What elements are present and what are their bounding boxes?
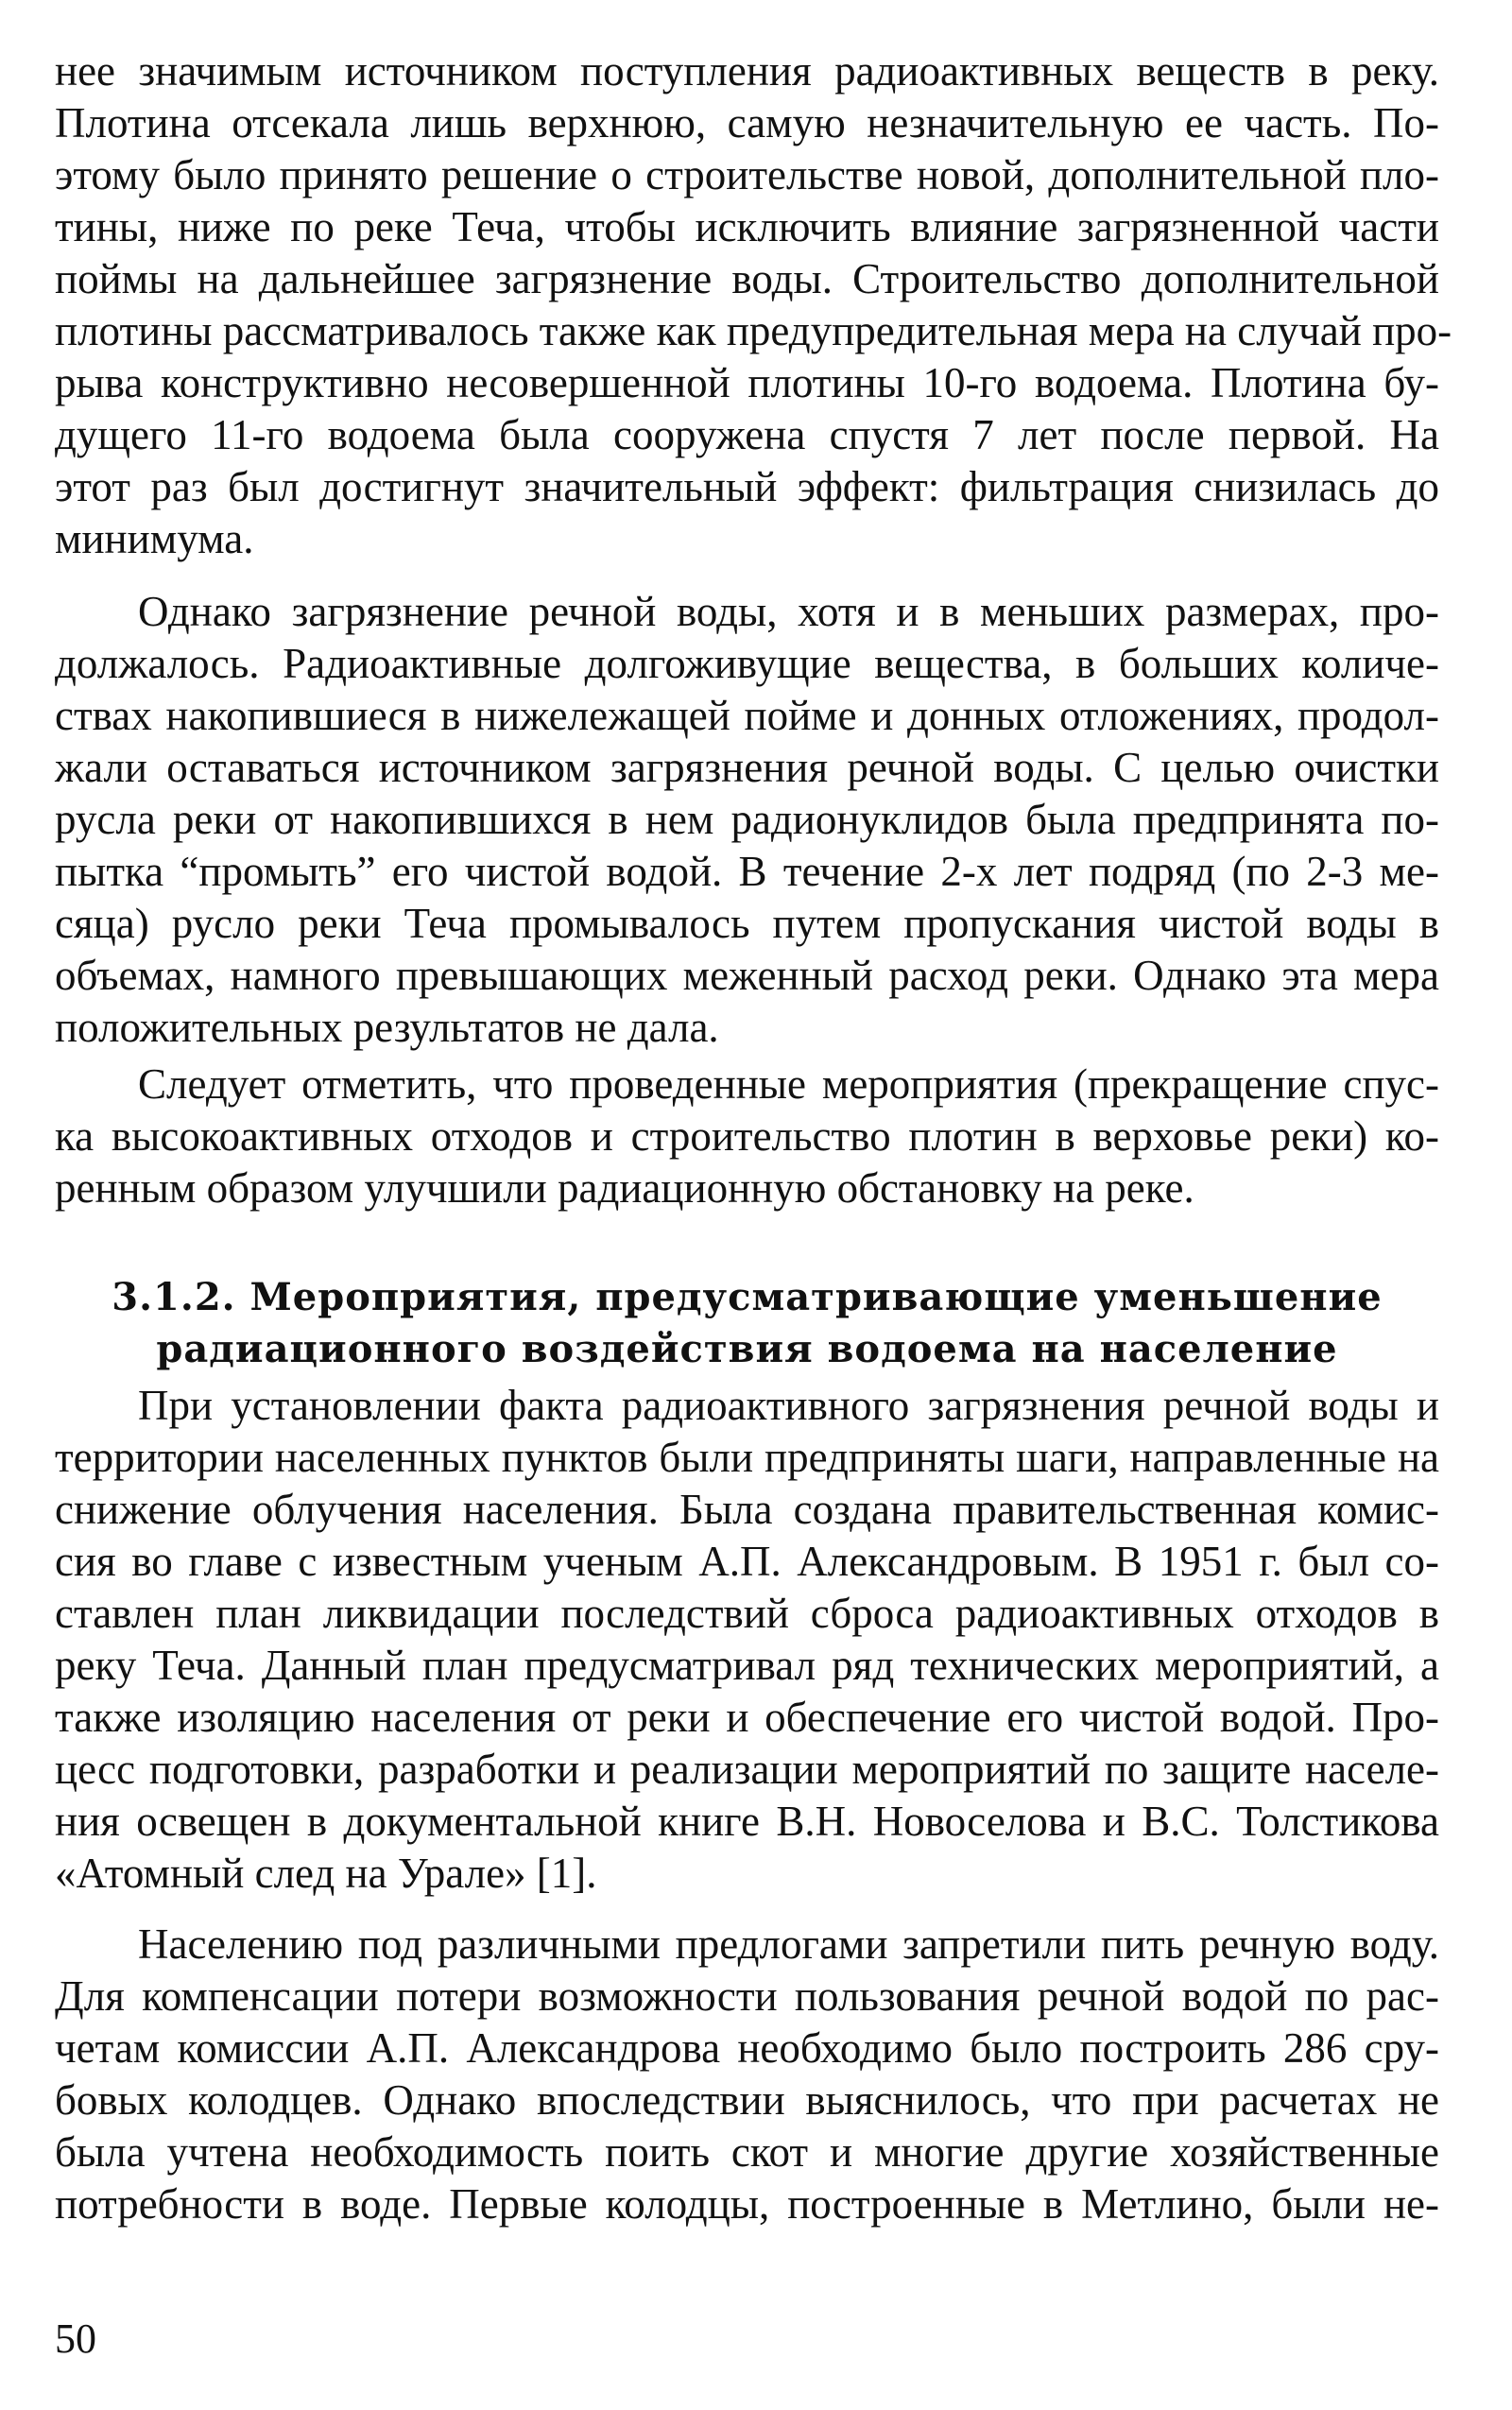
text-line: рыва конструктивно несовершенной плотины 10-го водоема. Плотина бу- xyxy=(55,359,1439,406)
paragraph-1 xyxy=(55,45,1452,565)
text-line: реку Теча. Данный план предусматривал ряд технических мероприятий, а xyxy=(55,1642,1439,1689)
text-line: нее значимым источником поступления радиоактивных веществ в реку. xyxy=(55,47,1439,95)
text-line: плотины рассматривалось также как предупредительная мера на случай про- xyxy=(55,307,1452,354)
section-heading-line-1: 3.1.2. Мероприятия, предусматривающие уменьшение xyxy=(112,1275,1383,1319)
text-line: ния освещен в документальной книге В.Н. Новоселова и В.С. Толстикова xyxy=(55,1798,1439,1845)
text-line: этот раз был достигнут значительный эффект: фильтрация снизилась до xyxy=(55,463,1439,510)
text-line: Однако загрязнение речной воды, хотя и в меньших размерах, про- xyxy=(138,588,1439,635)
text-line: этому было принято решение о строительстве новой, дополнительной пло- xyxy=(55,151,1439,198)
text-line: снижение облучения населения. Была создана правительственная комис- xyxy=(55,1486,1439,1533)
text-line: Плотина отсекала лишь верхнюю, самую незначительную ее часть. По- xyxy=(55,99,1439,146)
text-line: При установлении факта радиоактивного загрязнения речной воды и xyxy=(138,1382,1439,1429)
text-line: Населению под различными предлогами запретили пить речную воду. xyxy=(138,1920,1439,1968)
paragraph-4 xyxy=(55,1380,1439,1900)
text-line: «Атомный след на Урале» [1]. xyxy=(55,1850,597,1897)
text-line: русла реки от накопившихся в нем радионуклидов была предпринята по- xyxy=(55,796,1439,843)
text-line: положительных результатов не дала. xyxy=(55,1004,719,1051)
text-line: ствах накопившиеся в нижележащей пойме и донных отложениях, продол- xyxy=(55,692,1439,739)
text-line: Для компенсации потери возможности пользования речной водой по рас- xyxy=(55,1972,1439,2020)
text-line: также изоляцию населения от реки и обеспечение его чистой водой. Про- xyxy=(55,1694,1439,1741)
text-line: ка высокоактивных отходов и строительство плотин в верховье реки) ко- xyxy=(55,1112,1439,1160)
text-line: жали оставаться источником загрязнения речной воды. С целью очистки xyxy=(55,744,1439,791)
text-line: пытка “промыть” его чистой водой. В течение 2-х лет подряд (по 2-3 ме- xyxy=(55,848,1439,895)
page-number: 50 xyxy=(55,2315,96,2362)
text-line: сяца) русло реки Теча промывалось путем пропускания чистой воды в xyxy=(55,900,1439,947)
text-line: минимума. xyxy=(55,515,254,562)
text-line: поймы на дальнейшее загрязнение воды. Строительство дополнительной xyxy=(55,255,1439,302)
paragraph-3 xyxy=(55,1059,1439,1214)
text-line: Следует отметить, что проведенные мероприятия (прекращение спус- xyxy=(138,1060,1439,1108)
section-heading xyxy=(55,1271,1439,1375)
text-line: четам комиссии А.П. Александрова необходимо было построить 286 сру- xyxy=(55,2024,1439,2072)
paragraph-2 xyxy=(55,586,1439,1054)
text-line: территории населенных пунктов были предприняты шаги, направленные на xyxy=(55,1434,1439,1481)
text-line: была учтена необходимость поить скот и многие другие хозяйственные xyxy=(55,2128,1439,2176)
text-line: ренным образом улучшили радиационную обстановку на реке. xyxy=(55,1164,1194,1212)
text-line: дущего 11-го водоема была сооружена спустя 7 лет после первой. На xyxy=(55,411,1439,458)
text-line: цесс подготовки, разработки и реализации мероприятий по защите населе- xyxy=(55,1746,1439,1793)
section-heading-line-2: радиационного воздействия водоема на население xyxy=(156,1327,1338,1371)
paragraph-5 xyxy=(55,1919,1439,2230)
text-line: бовых колодцев. Однако впоследствии выяснилось, что при расчетах не xyxy=(55,2076,1439,2124)
text-line: должалось. Радиоактивные долгоживущие вещества, в больших количе- xyxy=(55,640,1439,687)
text-line: тины, ниже по реке Теча, чтобы исключить влияние загрязненной части xyxy=(55,203,1439,250)
text-line: ставлен план ликвидации последствий сброса радиоактивных отходов в xyxy=(55,1590,1439,1637)
text-line: объемах, намного превышающих меженный расход реки. Однако эта мера xyxy=(55,952,1439,999)
text-line: сия во главе с известным ученым А.П. Александровым. В 1951 г. был со- xyxy=(55,1538,1439,1585)
text-line: потребности в воде. Первые колодцы, построенные в Метлино, были не- xyxy=(55,2180,1439,2228)
